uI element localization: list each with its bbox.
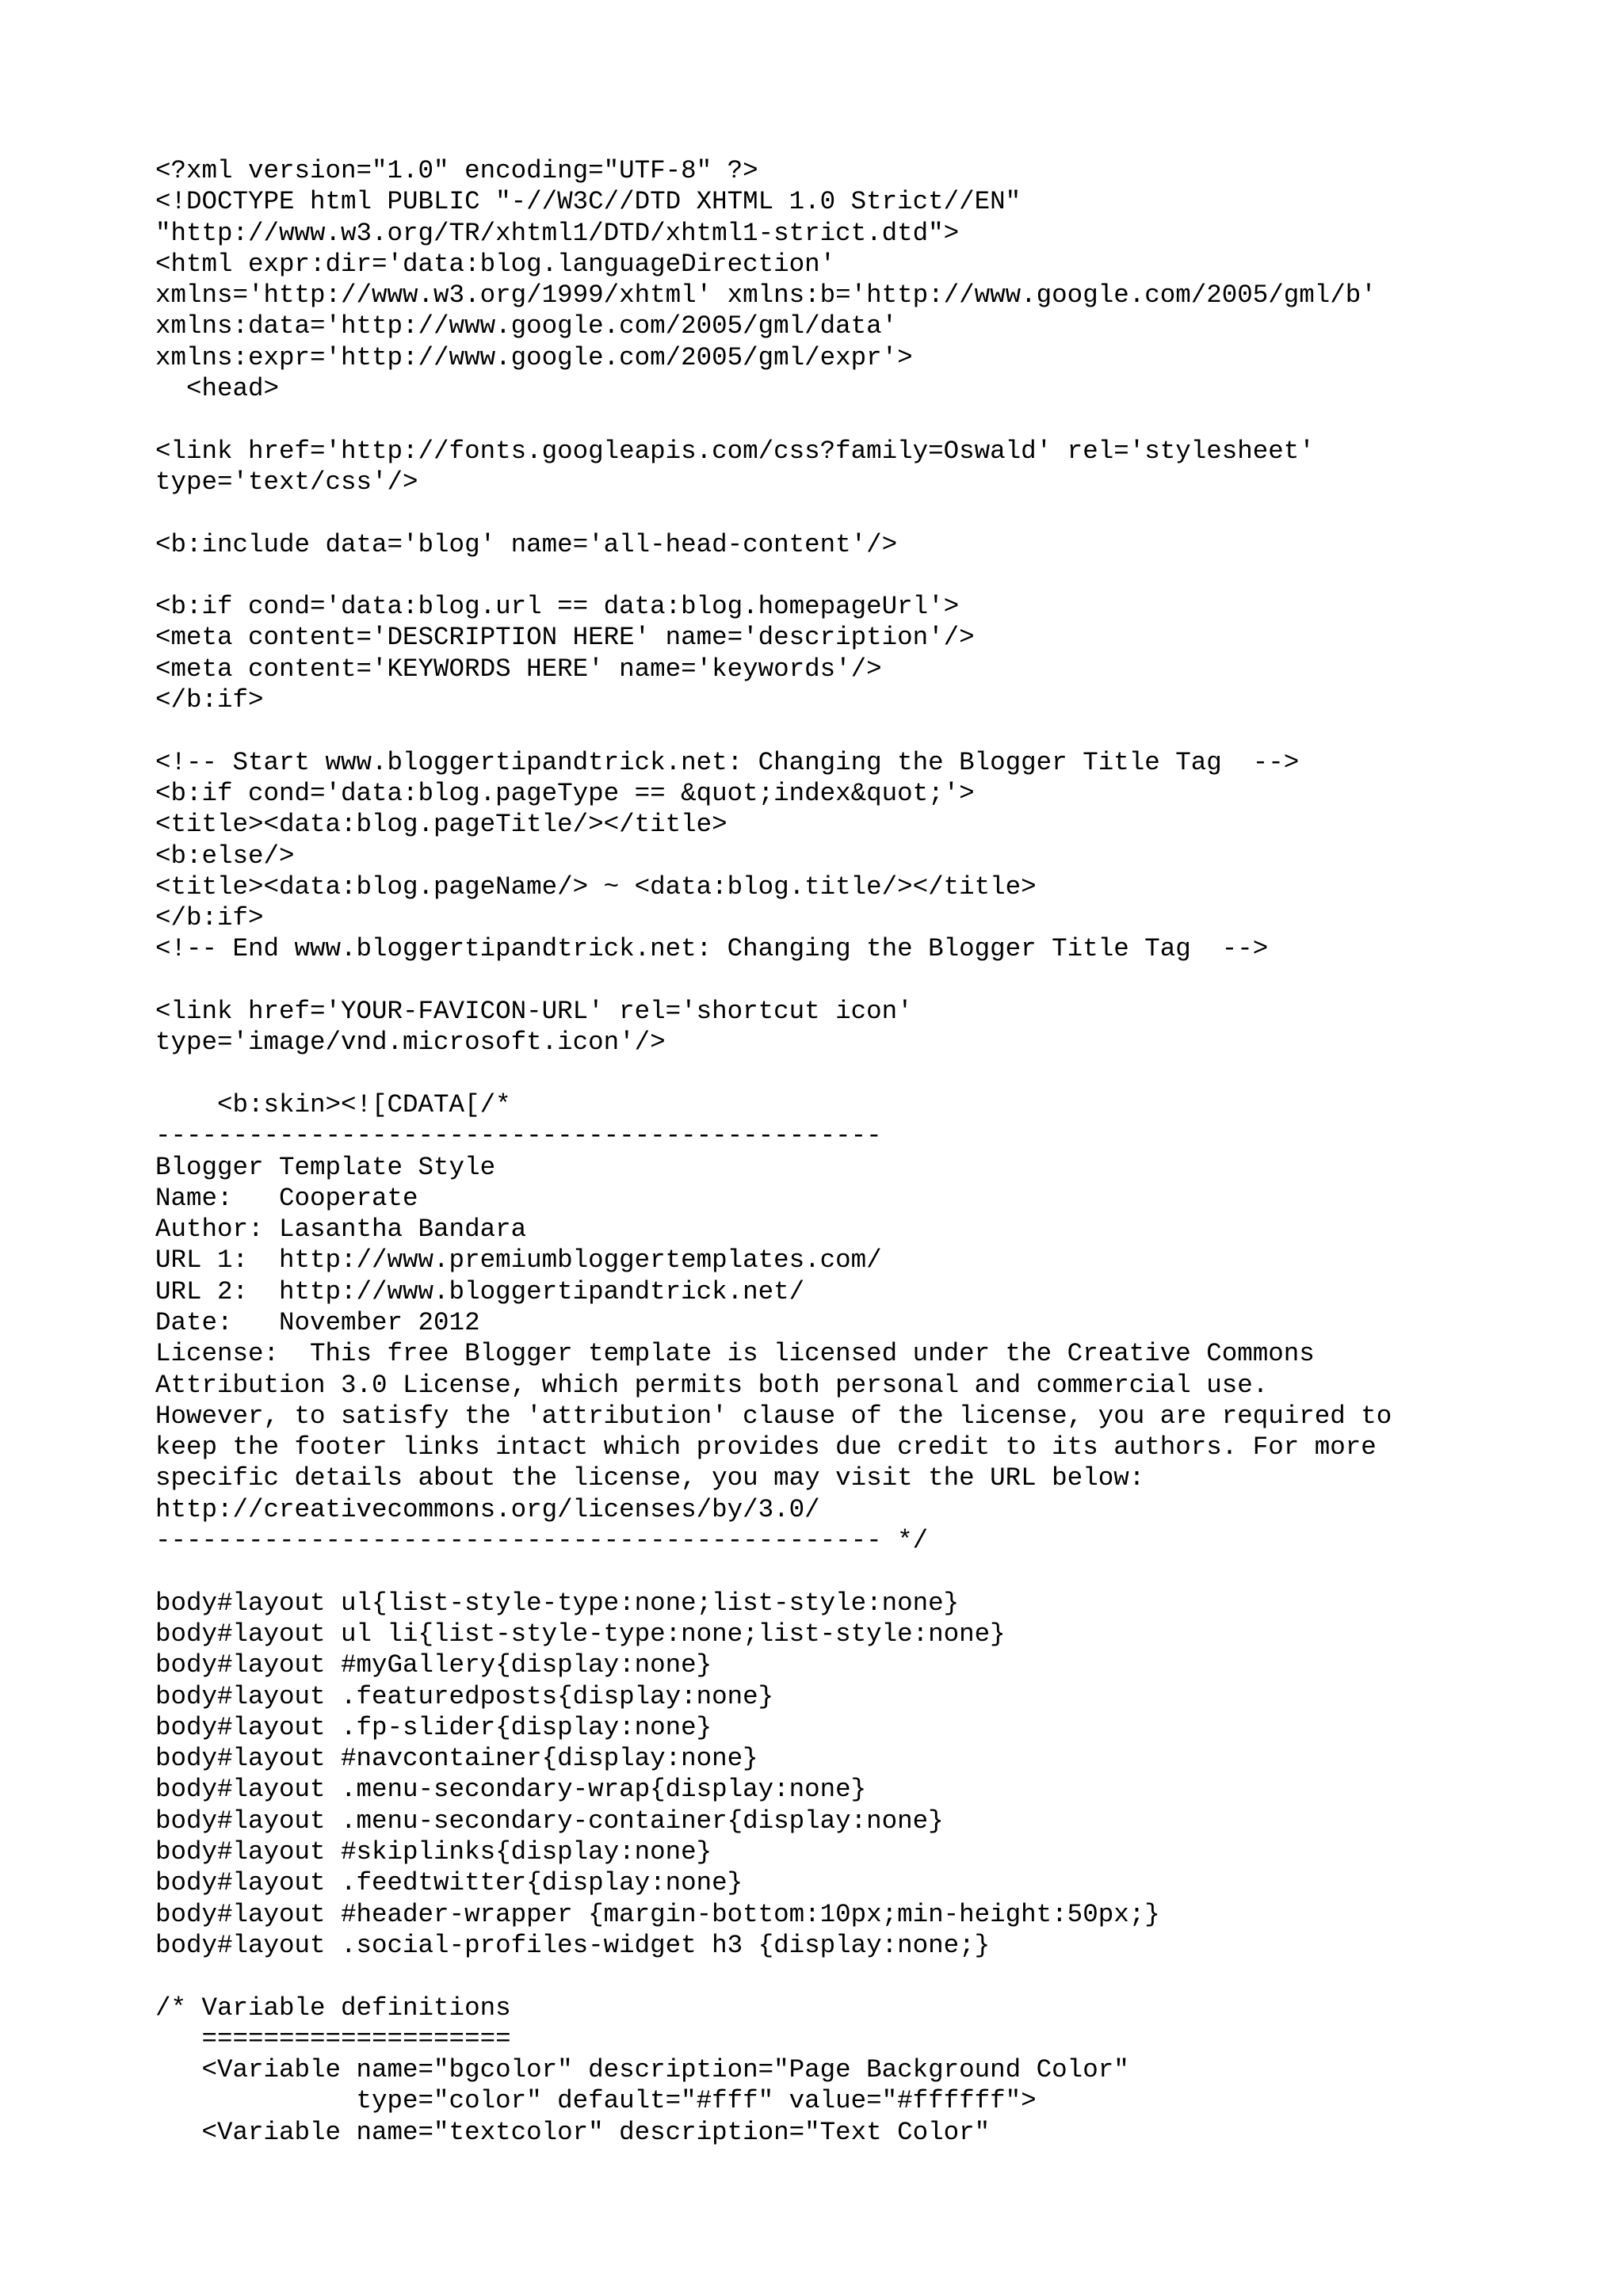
code-line: body#layout ul li{list-style-type:none;list-style:none} bbox=[155, 1619, 1006, 1649]
code-line: "http://www.w3.org/TR/xhtml1/DTD/xhtml1-strict.dtd"> bbox=[155, 218, 960, 248]
code-line: specific details about the license, you may visit the URL below: bbox=[155, 1463, 1145, 1493]
code-line: body#layout .fp-slider{display:none} bbox=[155, 1712, 712, 1742]
code-line: <Variable name="bgcolor" description="Page Background Color" bbox=[155, 2055, 1129, 2085]
code-line: type='text/css'/> bbox=[155, 467, 418, 497]
code-line: keep the footer links intact which provides due credit to its authors. For more bbox=[155, 1432, 1377, 1463]
code-line: URL 2: http://www.bloggertipandtrick.net/ bbox=[155, 1276, 805, 1306]
code-line: xmlns:data='http://www.google.com/2005/gml/data' bbox=[155, 311, 898, 341]
blank-line bbox=[155, 498, 1582, 528]
code-line: </b:if> bbox=[155, 685, 264, 715]
code-line: Blogger Template Style bbox=[155, 1152, 496, 1182]
code-line: <Variable name="textcolor" description="Text Color" bbox=[155, 2117, 991, 2147]
code-line: body#layout .menu-secondary-container{display:none} bbox=[155, 1806, 944, 1836]
code-line: body#layout ul{list-style-type:none;list-style:none} bbox=[155, 1588, 960, 1618]
code-line: License: This free Blogger template is licensed under the Creative Commons bbox=[155, 1339, 1315, 1369]
code-line: <!DOCTYPE html PUBLIC "-//W3C//DTD XHTML 1.0 Strict//EN" bbox=[155, 187, 1022, 217]
code-line: <?xml version="1.0" encoding="UTF-8" ?> bbox=[155, 156, 758, 185]
code-line: body#layout #skiplinks{display:none} bbox=[155, 1837, 712, 1867]
code-line: body#layout .menu-secondary-wrap{display:none} bbox=[155, 1775, 867, 1805]
blank-line bbox=[155, 1961, 1582, 1992]
code-line: body#layout .featuredposts{display:none} bbox=[155, 1681, 774, 1711]
code-line: <b:include data='blog' name='all-head-content'/> bbox=[155, 529, 898, 559]
blank-line bbox=[155, 560, 1582, 591]
code-line: Name: Cooperate bbox=[155, 1183, 418, 1213]
code-line: body#layout .social-profiles-widget h3 {display:none;} bbox=[155, 1930, 991, 1960]
code-line: URL 1: http://www.premiumbloggertemplates.com/ bbox=[155, 1245, 882, 1276]
code-line: </b:if> bbox=[155, 903, 264, 933]
code-line: Date: November 2012 bbox=[155, 1307, 480, 1337]
code-line: Attribution 3.0 License, which permits both personal and commercial use. bbox=[155, 1370, 1269, 1400]
code-line: ----------------------------------------------- bbox=[155, 1121, 882, 1151]
code-line: /* Variable definitions bbox=[155, 1993, 511, 2023]
blank-line bbox=[155, 1556, 1582, 1587]
code-line: <title><data:blog.pageTitle/></title> bbox=[155, 810, 727, 840]
code-line: xmlns='http://www.w3.org/1999/xhtml' xmlns:b='http://www.google.com/2005/gml/b' bbox=[155, 280, 1377, 311]
code-line: <html expr:dir='data:blog.languageDirection' bbox=[155, 249, 836, 279]
code-line: However, to satisfy the 'attribution' clause of the license, you are required to bbox=[155, 1401, 1392, 1431]
code-line: type='image/vnd.microsoft.icon'/> bbox=[155, 1028, 666, 1058]
code-line: xmlns:expr='http://www.google.com/2005/gml/expr'> bbox=[155, 342, 913, 372]
code-line: body#layout #header-wrapper {margin-bottom:10px;min-height:50px;} bbox=[155, 1899, 1160, 1929]
code-line: ==================== bbox=[155, 2023, 511, 2054]
code-line: <link href='http://fonts.googleapis.com/css?family=Oswald' rel='stylesheet' bbox=[155, 436, 1315, 466]
document-page bbox=[155, 155, 1582, 2148]
code-line: ----------------------------------------------- */ bbox=[155, 1526, 929, 1556]
code-line: <b:skin><![CDATA[/* bbox=[155, 1089, 511, 1119]
code-line: <meta content='KEYWORDS HERE' name='keywords'/> bbox=[155, 654, 882, 684]
blank-line bbox=[155, 404, 1582, 435]
code-line: <!-- End www.bloggertipandtrick.net: Changing the Blogger Title Tag --> bbox=[155, 934, 1269, 964]
code-line: body#layout #navcontainer{display:none} bbox=[155, 1744, 758, 1774]
code-line: body#layout .feedtwitter{display:none} bbox=[155, 1868, 743, 1898]
code-line: Author: Lasantha Bandara bbox=[155, 1215, 527, 1245]
code-line: <b:if cond='data:blog.pageType == &quot;index&quot;'> bbox=[155, 778, 975, 808]
code-line: <b:if cond='data:blog.url == data:blog.homepageUrl'> bbox=[155, 592, 960, 622]
code-line: <!-- Start www.bloggertipandtrick.net: Changing the Blogger Title Tag --> bbox=[155, 747, 1300, 777]
code-line: body#layout #myGallery{display:none} bbox=[155, 1650, 712, 1680]
code-line: <meta content='DESCRIPTION HERE' name='description'/> bbox=[155, 623, 975, 653]
blank-line bbox=[155, 715, 1582, 746]
code-line: <title><data:blog.pageName/> ~ <data:blog.title/></title> bbox=[155, 871, 1037, 902]
blank-line bbox=[155, 1058, 1582, 1089]
code-line: <b:else/> bbox=[155, 841, 295, 871]
code-line: type="color" default="#fff" value="#ffffff"> bbox=[155, 2086, 1037, 2116]
code-line: <link href='YOUR-FAVICON-URL' rel='shortcut icon' bbox=[155, 997, 913, 1027]
code-line: http://creativecommons.org/licenses/by/3.0/ bbox=[155, 1494, 820, 1524]
blank-line bbox=[155, 965, 1582, 996]
code-line: <head> bbox=[155, 374, 280, 404]
